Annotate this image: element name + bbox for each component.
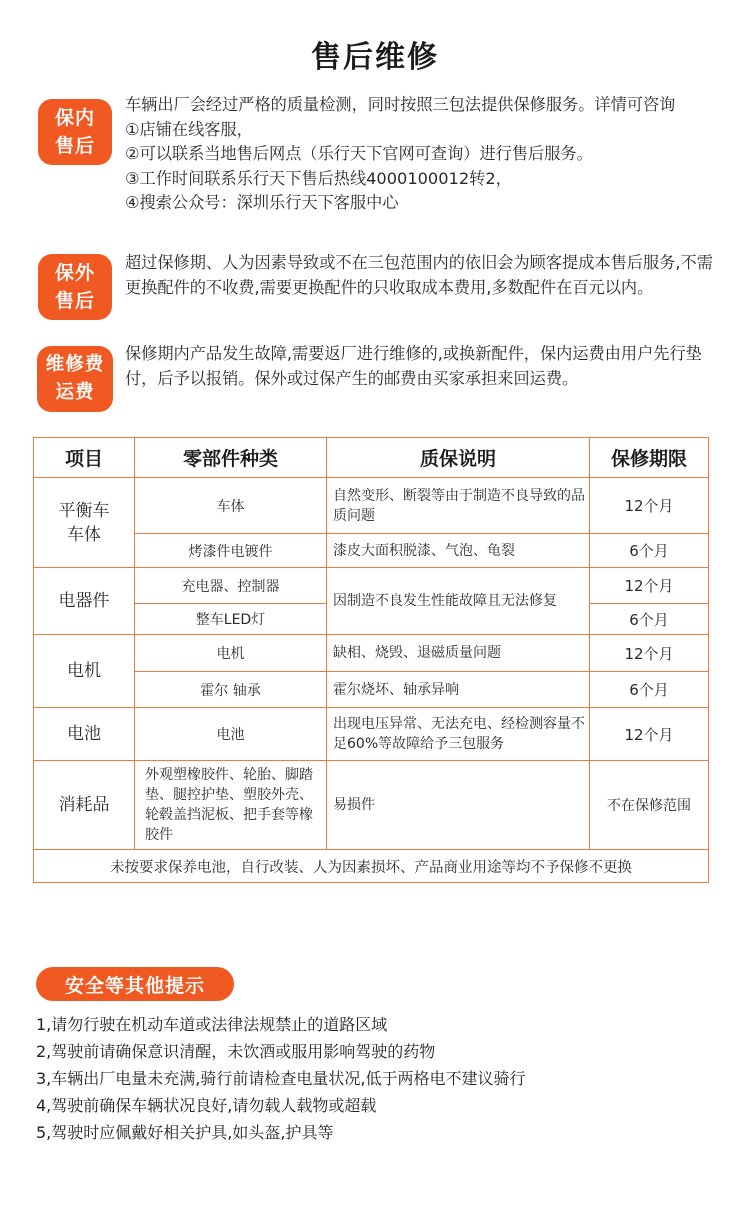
list-item: 2,驾驶前请确保意识清醒，未饮酒或服用影响驾驶的药物 [36,1042,436,1061]
part-cell: 外观塑橡胶件、轮胎、脚踏垫、腿控护垫、塑胶外壳、轮毂盖挡泥板、把手套等橡胶件 [135,761,327,850]
term-cell: 12个月 [590,568,709,604]
table-row [34,672,709,708]
header-item: 项目 [34,438,135,478]
term-cell: 6个月 [590,604,709,635]
warranty-out-text: 超过保修期、人为因素导致或不在三包范围内的依旧会为顾客提成本售后服务,不需更换配件的不收费,需要更换配件的只收取成本费用,多数配件在百元以内。 [125,253,713,297]
desc-cell: 缺相、烧毁、退磁质量问题 [327,635,590,672]
desc-cell: 漆皮大面积脱漆、气泡、龟裂 [327,534,590,568]
table-row [34,534,709,568]
warranty-table [33,437,709,883]
table-row [34,478,709,534]
table-footer-note: 未按要求保养电池，自行改装、人为因素损坏、产品商业用途等均不予保修不更换 [34,850,709,883]
part-cell: 霍尔 轴承 [135,672,327,708]
desc-cell: 易损件 [327,761,590,850]
part-cell: 烤漆件电镀件 [135,534,327,568]
term-cell: 不在保修范围 [590,761,709,850]
table-row [34,635,709,672]
term-cell: 12个月 [590,635,709,672]
header-desc: 质保说明 [327,438,590,478]
header-term: 保修期限 [590,438,709,478]
term-cell: 6个月 [590,534,709,568]
list-item: 1,请勿行驶在机动车道或法律法规禁止的道路区域 [36,1015,388,1034]
item-cell: 电器件 [34,568,135,635]
desc-cell: 霍尔烧坏、轴承异响 [327,672,590,708]
table-row [34,708,709,761]
desc-cell: 因制造不良发生性能故障且无法修复 [327,568,590,635]
list-item: 3,车辆出厂电量未充满,骑行前请检查电量状况,低于两格电不建议骑行 [36,1069,526,1088]
part-cell: 车体 [135,478,327,534]
repair-shipping-badge: 维修费 运费 [37,346,113,412]
term-cell: 12个月 [590,478,709,534]
list-item: 5,驾驶时应佩戴好相关护具,如头盔,护具等 [36,1123,334,1142]
item-cell: 平衡车 车体 [34,478,135,568]
item-cell: 电机 [34,635,135,708]
list-item: 4,驾驶前确保车辆状况良好,请勿载人载物或超载 [36,1096,377,1115]
header-part: 零部件种类 [135,438,327,478]
warranty-in-text: 车辆出厂会经过严格的质量检测，同时按照三包法提供保修服务。详情可咨询 ①店铺在线客服， ②可以联系当地售后网点（乐行天下官网可查询）进行售后服务。 ③工作时间联系乐行天下售后热线4000100012转2， ④搜索公众号：深圳乐行天下客服中心 [125,95,676,212]
term-cell: 12个月 [590,708,709,761]
item-cell: 电池 [34,708,135,761]
part-cell: 充电器、控制器 [135,568,327,604]
part-cell: 整车LED灯 [135,604,327,635]
page-title: 售后维修 [311,40,439,75]
warranty-out-badge: 保外 售后 [38,254,112,320]
table-row [34,568,709,604]
safety-tips-list [36,1011,726,1146]
desc-cell: 出现电压异常、无法充电、经检测容量不足60%等故障给予三包服务 [327,708,590,761]
safety-tips-title: 安全等其他提示 [36,967,234,1001]
repair-shipping-text: 保修期内产品发生故障,需要返厂进行维修的,或换新配件，保内运费由用户先行垫付，后予以报销。保外或过保产生的邮费由买家承担来回运费。 [125,344,702,388]
table-row [34,761,709,850]
table-header-row [34,438,709,478]
table-footer-row [34,850,709,883]
item-cell: 消耗品 [34,761,135,850]
part-cell: 电池 [135,708,327,761]
part-cell: 电机 [135,635,327,672]
desc-cell: 自然变形、断裂等由于制造不良导致的品质问题 [327,478,590,534]
warranty-in-badge: 保内 售后 [38,99,112,165]
term-cell: 6个月 [590,672,709,708]
